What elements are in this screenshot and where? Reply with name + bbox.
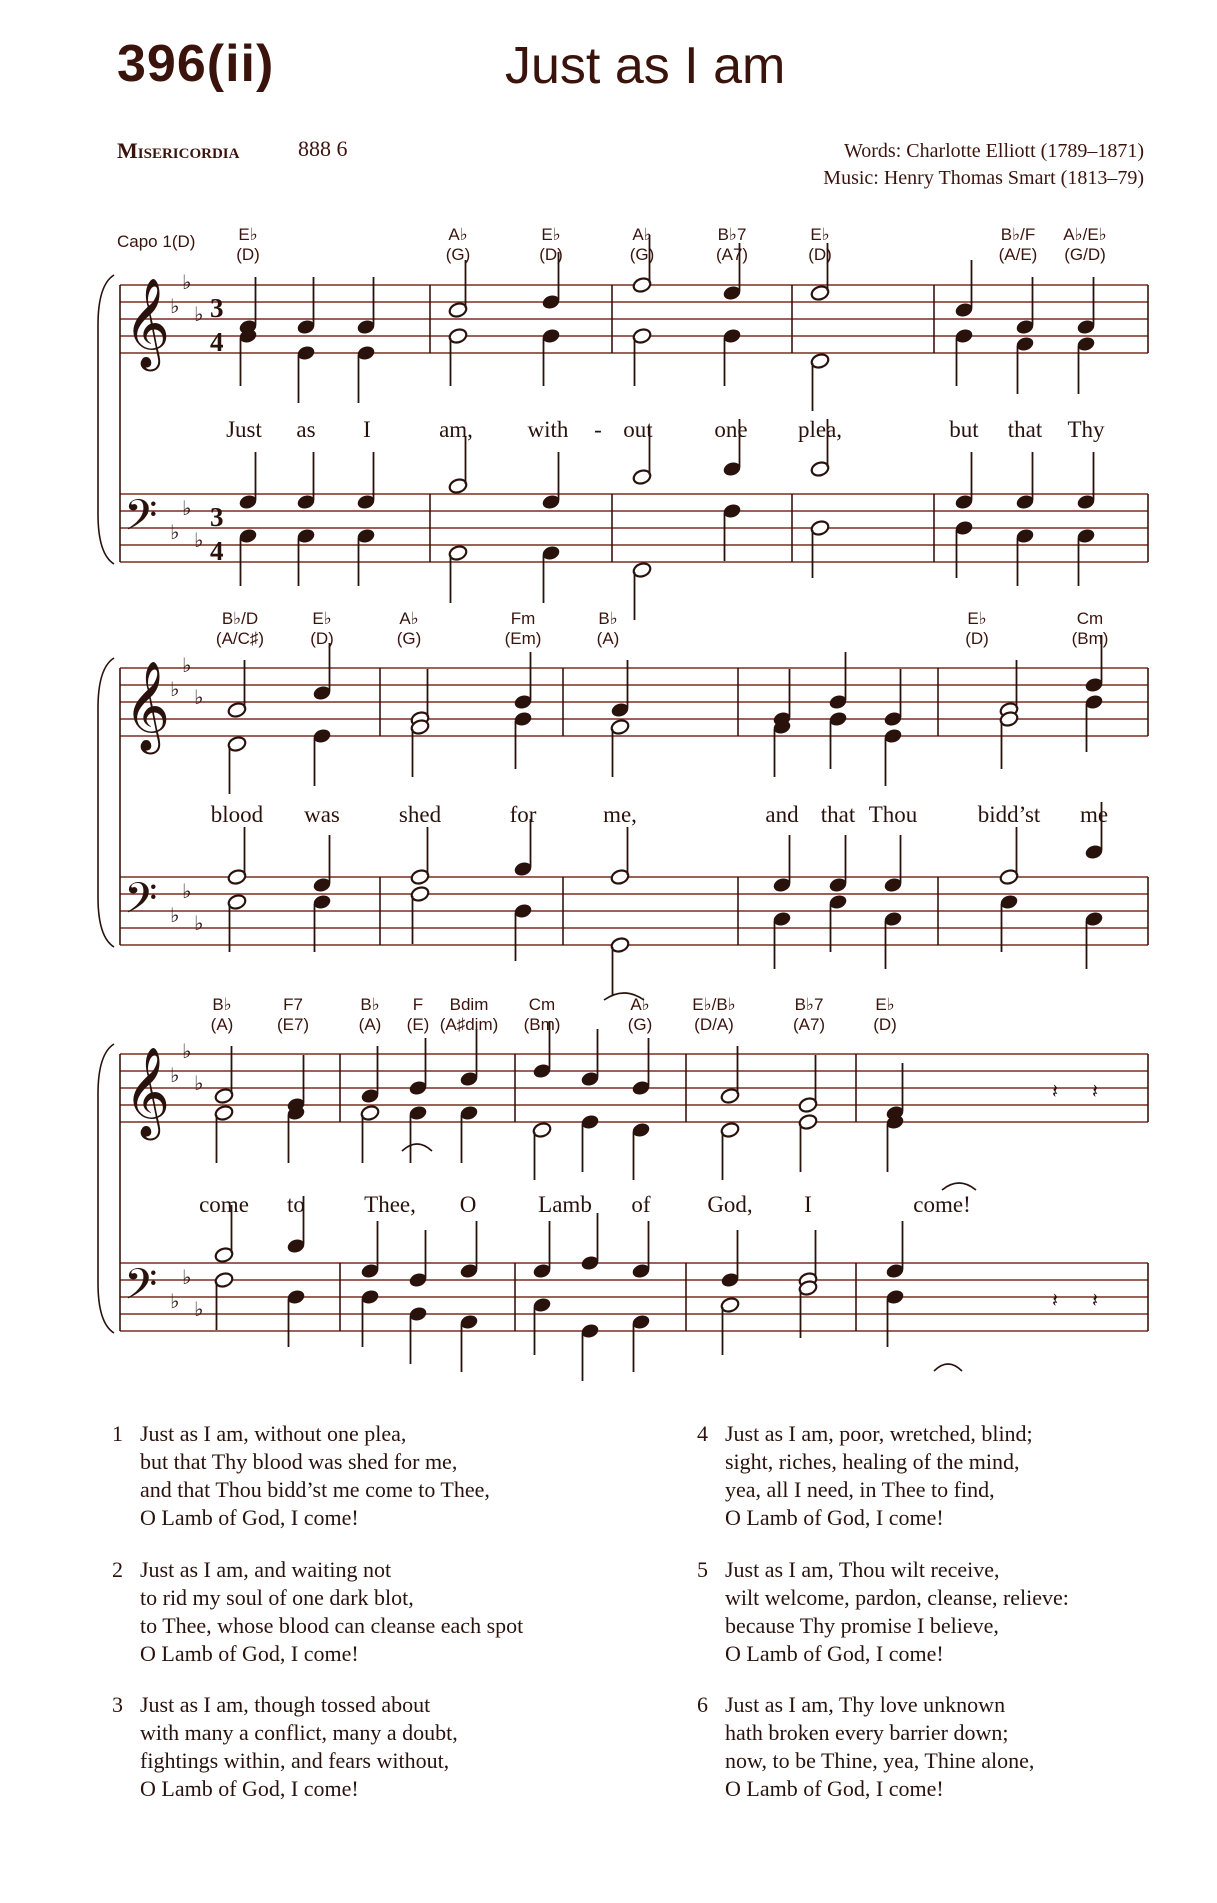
lyric-syllable: bidd’st [977,802,1041,827]
lyric-syllable: that [820,802,856,827]
time-signature-top: 3 [210,293,224,323]
chord-symbol: B♭ [360,995,380,1014]
chord-capo-symbol: (A) [358,1015,382,1034]
verse-line: fightings within, and fears without, [140,1748,450,1773]
tune-name: Misericordia [117,138,240,163]
chord-capo-symbol: (G) [627,1015,653,1034]
chord-symbol: Bdim [449,995,489,1014]
chord-symbol: F [412,995,424,1014]
lyric-syllable: blood [210,802,264,827]
bass-clef-icon: 𝄢 [124,874,158,934]
chord-symbol: A♭ [399,609,419,628]
lyric-syllable: but [949,417,979,442]
lyric-syllable: O [459,1192,477,1217]
chord-capo-symbol: (Bm) [1071,629,1109,648]
hymn-number: 396(ii) [117,35,275,93]
lyric-row-3 [199,1192,971,1217]
key-flat-icon: ♭ [182,1039,192,1063]
chord-symbol: B♭ [212,995,232,1014]
verse-number: 4 [697,1421,708,1446]
chord-symbol: E♭ [312,609,332,628]
chord-symbol: A♭ [632,225,652,244]
lyric-syllable: shed [398,802,442,827]
lyric-syllable: come [199,1192,249,1217]
chord-capo-symbol: (G) [396,629,422,648]
meter: 888 6 [298,136,348,161]
chord-capo-symbol: (G) [445,245,471,264]
chord-capo-symbol: (D/A) [694,1015,734,1034]
verse-number: 3 [112,1692,123,1717]
system-brace [98,1044,114,1333]
lyric-syllable: me [1079,802,1109,827]
chord-row-3 [211,995,897,1034]
verse-line: now, to be Thine, yea, Thine alone, [725,1748,1035,1773]
chord-capo-symbol: (G) [629,245,655,264]
verse-line: with many a conflict, many a doubt, [140,1720,458,1745]
lyric-syllable: God, [707,1192,753,1217]
verse-line: to Thee, whose blood can cleanse each spot [140,1613,524,1638]
chord-symbol: B♭7 [794,995,824,1014]
lyric-syllable: that [1007,417,1043,442]
capo-label: Capo 1(D) [117,232,196,251]
chord-capo-symbol: (E7) [276,1015,310,1034]
key-flat-icon: ♭ [170,294,180,318]
chord-capo-symbol: (D) [873,1015,897,1034]
lyric-syllable: come! [913,1192,971,1217]
lyric-row-2 [211,802,1108,827]
key-flat-icon: ♭ [194,1297,204,1321]
lyric-syllable: Thee, [364,1192,416,1217]
verse-line: and that Thou bidd’st me come to Thee, [140,1477,490,1502]
chord-capo-symbol: (A7) [792,1015,826,1034]
time-signature-bottom: 4 [210,536,224,566]
chord-capo-symbol: (A/C♯) [215,629,265,648]
key-flat-icon: ♭ [170,1063,180,1087]
verse-number: 2 [112,1557,123,1582]
chord-symbol: E♭ [875,995,895,1014]
chord-capo-symbol: (D) [965,629,989,648]
verse-line: O Lamb of God, I come! [725,1505,944,1530]
chord-symbol: E♭ [967,609,987,628]
lyric-syllable: Lamb [538,1192,592,1217]
key-flat-icon: ♭ [194,911,204,935]
verse-line: but that Thy blood was shed for me, [140,1449,458,1474]
key-flat-icon: ♭ [194,1071,204,1095]
treble-clef-icon: 𝄞 [124,278,171,368]
verse-line: Just as I am, and waiting not [140,1557,392,1582]
chord-capo-symbol: (A) [596,629,620,648]
chord-symbol: B♭/D [221,609,259,628]
lyric-syllable: I [363,417,371,442]
chord-symbol: B♭/F [1000,225,1036,244]
chord-symbol: Cm [528,995,556,1014]
chord-capo-symbol: (A/E) [998,245,1038,264]
chord-symbol: Fm [510,609,536,628]
lyric-syllable: of [631,1192,651,1217]
system-brace [98,275,114,564]
chord-capo-symbol: (A) [210,1015,234,1034]
lyric-row-1 [226,417,1105,442]
verse-line: O Lamb of God, I come! [725,1776,944,1801]
chord-symbol: F7 [283,995,303,1014]
chord-symbol: A♭ [630,995,650,1014]
lyric-syllable: Thy [1067,417,1105,442]
key-flat-icon: ♭ [182,270,192,294]
verse-line: because Thy promise I believe, [725,1613,999,1638]
lyric-syllable: I [804,1192,812,1217]
verse-line: wilt welcome, pardon, cleanse, relieve: [725,1585,1069,1610]
key-flat-icon: ♭ [182,653,192,677]
chord-symbol: Cm [1076,609,1104,628]
verse-line: Just as I am, poor, wretched, blind; [725,1421,1033,1446]
chord-capo-symbol: (G/D) [1064,245,1106,264]
chord-symbol: B♭7 [717,225,747,244]
time-signature-top: 3 [210,502,224,532]
lyric-syllable: for [509,802,537,827]
tie-arc [402,1144,432,1151]
lyric-syllable: - [594,417,602,442]
lyric-syllable: Just [226,417,262,442]
verse-line: sight, riches, healing of the mind, [725,1449,1020,1474]
music-credit: Music: Henry Thomas Smart (1813–79) [823,167,1144,189]
verse-line: yea, all I need, in Thee to find, [725,1477,995,1502]
lyric-syllable: out [623,417,653,442]
treble-clef-icon: 𝄞 [124,1047,171,1137]
chord-row-1 [236,225,1107,264]
verse-line: Just as I am, Thou wilt receive, [725,1557,1000,1582]
lyric-syllable: with [527,417,569,442]
bass-clef-icon: 𝄢 [124,491,158,551]
verse-line: Just as I am, without one plea, [140,1421,407,1446]
chord-capo-symbol: (D) [808,245,832,264]
verse-number: 1 [112,1421,123,1446]
chord-symbol: E♭ [238,225,258,244]
verse-line: Just as I am, Thy love unknown [725,1692,1006,1717]
tie-arc [934,1364,962,1371]
verse-line: Just as I am, though tossed about [140,1692,431,1717]
verse-number: 6 [697,1692,708,1717]
verse-number: 5 [697,1557,708,1582]
verse-line: O Lamb of God, I come! [140,1776,359,1801]
bass-clef-icon: 𝄢 [124,1260,158,1320]
key-flat-icon: ♭ [170,903,180,927]
key-flat-icon: ♭ [194,528,204,552]
chord-symbol: E♭ [541,225,561,244]
rest-icon: 𝄽 [1052,1079,1059,1103]
rest-icon: 𝄽 [1092,1079,1099,1103]
lyric-syllable: me, [603,802,637,827]
lyric-syllable: was [304,802,340,827]
verse-line: O Lamb of God, I come! [140,1505,359,1530]
verse-line: to rid my soul of one dark blot, [140,1585,414,1610]
rest-icon: 𝄽 [1052,1288,1059,1312]
chord-capo-symbol: (A♯dim) [439,1015,499,1034]
system-brace [98,658,114,947]
chord-row-2 [216,609,1109,648]
rest-icon: 𝄽 [1092,1288,1099,1312]
chord-capo-symbol: (Em) [504,629,542,648]
lyric-syllable: am, [439,417,473,442]
verse-line: hath broken every barrier down; [725,1720,1009,1745]
verse-line: O Lamb of God, I come! [140,1641,359,1666]
chord-symbol: B♭ [598,609,618,628]
lyric-syllable: one [714,417,748,442]
lyric-syllable: as [296,417,316,442]
chord-symbol: A♭ [448,225,468,244]
key-flat-icon: ♭ [170,1289,180,1313]
key-flat-icon: ♭ [182,879,192,903]
tie-arc [942,1183,976,1190]
words-credit: Words: Charlotte Elliott (1789–1871) [843,140,1144,162]
key-flat-icon: ♭ [182,496,192,520]
key-flat-icon: ♭ [182,1265,192,1289]
key-flat-icon: ♭ [194,302,204,326]
key-flat-icon: ♭ [170,520,180,544]
chord-capo-symbol: (E) [406,1015,430,1034]
chord-capo-symbol: (D) [539,245,563,264]
chord-capo-symbol: (D) [310,629,334,648]
key-flat-icon: ♭ [194,685,204,709]
key-flat-icon: ♭ [170,677,180,701]
lyric-syllable: and [765,802,799,827]
time-signature-bottom: 4 [210,327,224,357]
verse-line: O Lamb of God, I come! [725,1641,944,1666]
chord-capo-symbol: (A7) [715,245,749,264]
lyric-syllable: plea, [797,417,843,442]
treble-clef-icon: 𝄞 [124,661,171,751]
chord-capo-symbol: (Bm) [523,1015,561,1034]
chord-symbol: E♭ [810,225,830,244]
chord-capo-symbol: (D) [236,245,260,264]
chord-symbol: E♭/B♭ [692,995,736,1014]
hymn-title: Just as I am [505,37,786,95]
lyric-syllable: Thou [868,802,918,827]
chord-symbol: A♭/E♭ [1063,225,1107,244]
lyric-syllable: to [287,1192,305,1217]
